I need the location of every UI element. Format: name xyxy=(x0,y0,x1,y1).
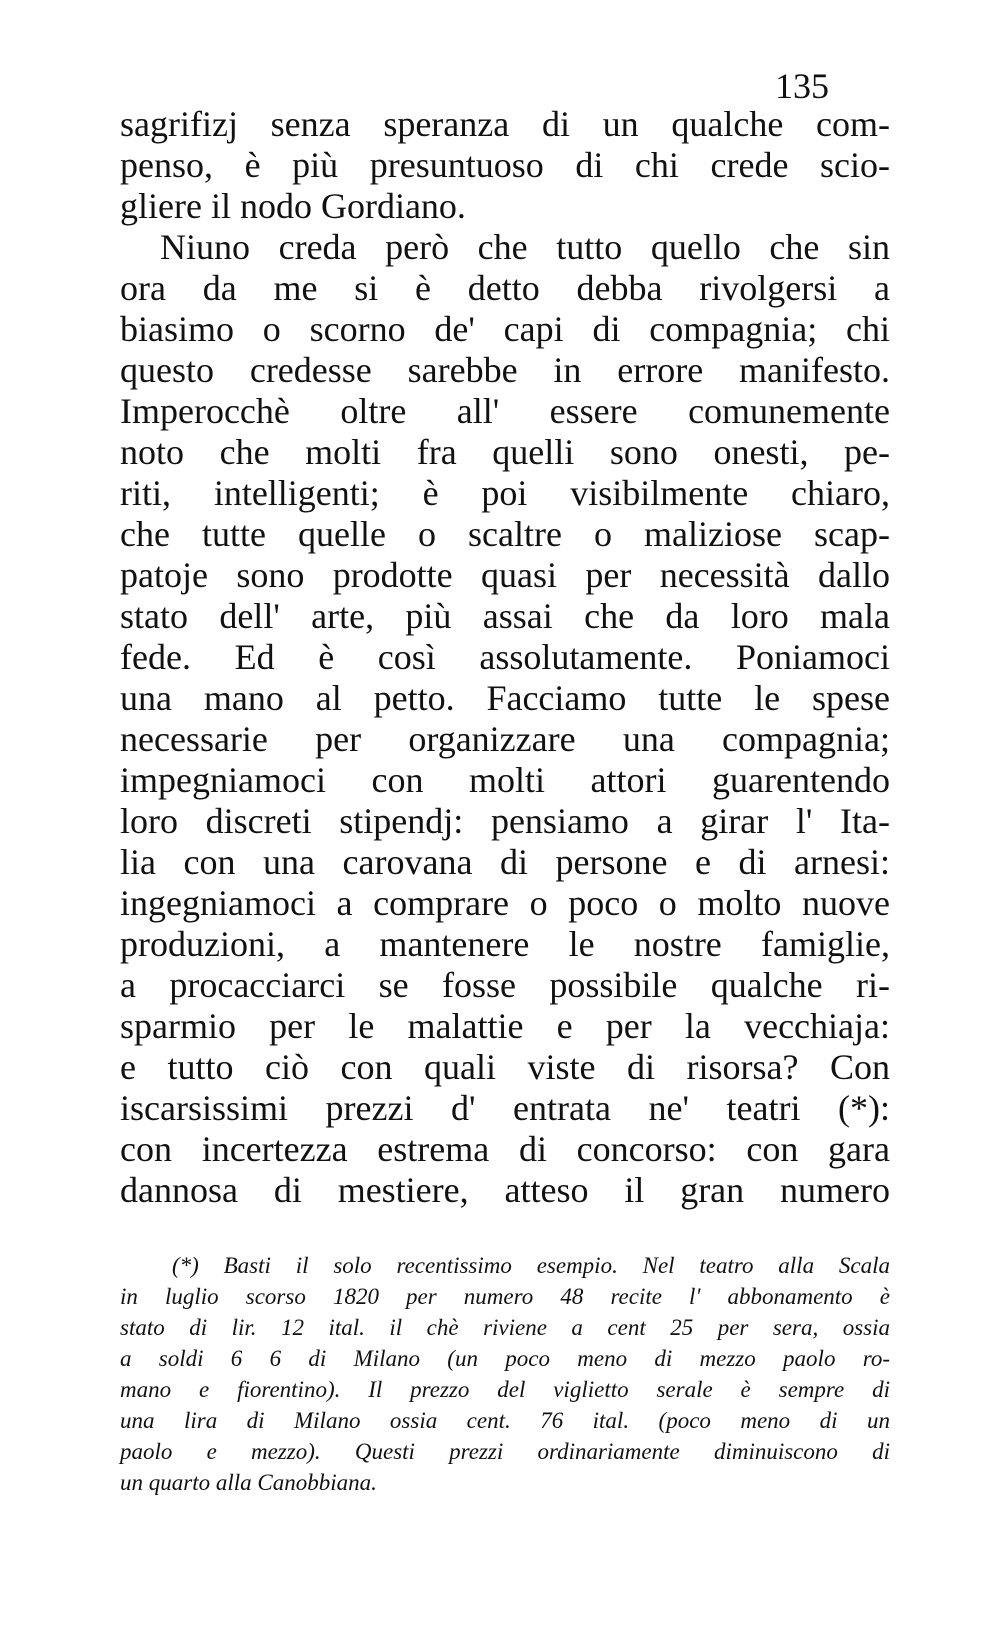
text-line: penso, è più presuntuoso di chi crede scio- xyxy=(120,145,890,185)
text-line: noto che molti fra quelli sono onesti, pe- xyxy=(120,432,890,472)
text-line: stato dell' arte, più assai che da loro mala xyxy=(120,596,890,636)
footnote-line: una lira di Milano ossia cent. 76 ital. (poco meno di un xyxy=(120,1408,890,1433)
text-line: lia con una carovana di persone e di arnesi: xyxy=(120,842,890,882)
text-line: sagrifizj senza speranza di un qualche com- xyxy=(120,104,890,144)
footnote-line: paolo e mezzo). Questi prezzi ordinariamente diminuiscono di xyxy=(120,1439,890,1464)
text-line: gliere il nodo Gordiano. xyxy=(120,186,466,226)
footnote-line: (*) Basti il solo recentissimo esempio. Nel teatro alla Scala xyxy=(172,1253,890,1278)
text-line: una mano al petto. Facciamo tutte le spese xyxy=(120,678,890,718)
text-line: Niuno creda però che tutto quello che sin xyxy=(160,227,890,267)
text-line: necessarie per organizzare una compagnia; xyxy=(120,719,890,759)
text-line: sparmio per le malattie e per la vecchiaja: xyxy=(120,1006,890,1046)
text-line: ingegniamoci a comprare o poco o molto nuove xyxy=(120,883,890,923)
footnote xyxy=(120,1250,890,1498)
text-line: e tutto ciò con quali viste di risorsa? Con xyxy=(120,1047,890,1087)
text-line: fede. Ed è così assolutamente. Poniamoci xyxy=(120,637,890,677)
text-line: riti, intelligenti; è poi visibilmente chiaro, xyxy=(120,473,890,513)
footnote-line: mano e fiorentino). Il prezzo del viglietto serale è sempre di xyxy=(120,1377,890,1402)
text-line: biasimo o scorno de' capi di compagnia; chi xyxy=(120,309,890,349)
text-line: Imperocchè oltre all' essere comunemente xyxy=(120,391,890,431)
text-line: iscarsissimi prezzi d' entrata ne' teatri (*): xyxy=(120,1088,890,1128)
text-line: che tutte quelle o scaltre o maliziose scap- xyxy=(120,514,890,554)
text-line: con incertezza estrema di concorso: con gara xyxy=(120,1129,890,1169)
page-number: 135 xyxy=(775,66,829,106)
text-line: produzioni, a mantenere le nostre famiglie, xyxy=(120,924,890,964)
text-line: loro discreti stipendj: pensiamo a girar l' Ita- xyxy=(120,801,890,841)
text-line: patoje sono prodotte quasi per necessità dallo xyxy=(120,555,890,595)
text-line: impegniamoci con molti attori guarentendo xyxy=(120,760,890,800)
footnote-line: stato di lir. 12 ital. il chè riviene a cent 25 per sera, ossia xyxy=(120,1315,890,1340)
text-line: ora da me si è detto debba rivolgersi a xyxy=(120,268,890,308)
text-line: questo credesse sarebbe in errore manifesto. xyxy=(120,350,890,390)
body-text xyxy=(120,104,890,1211)
text-line: dannosa di mestiere, atteso il gran numero xyxy=(120,1170,890,1210)
footnote-line: a soldi 6 6 di Milano (un poco meno di mezzo paolo ro- xyxy=(120,1346,890,1371)
footnote-line: in luglio scorso 1820 per numero 48 recite l' abbonamento è xyxy=(120,1284,890,1309)
footnote-line: un quarto alla Canobbiana. xyxy=(120,1470,377,1495)
text-line: a procacciarci se fosse possibile qualche ri- xyxy=(120,965,890,1005)
